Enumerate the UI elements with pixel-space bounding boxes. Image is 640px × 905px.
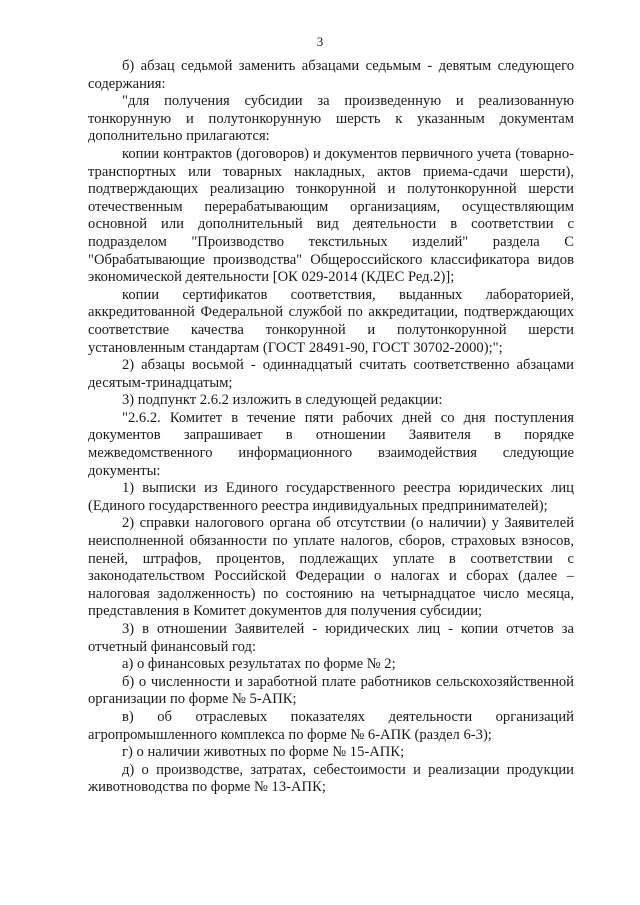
paragraph-9: 2) справки налогового органа об отсутствии (о наличии) у Заявителей неисполненной обязанности по уплате налогов, сборов, страховых взносов, пеней, штрафов, процентов, подлежащих уплате в соответствии с законодательством Российской Федерации о налогах и сборах (далее – налоговая задолженность) по состоянию на четырнадцатое число месяца, представления в Комитет документов для получения субсидии; xyxy=(88,515,574,620)
paragraph-1: б) абзац седьмой заменить абзацами седьмым - девятым следующего содержания: xyxy=(88,58,574,92)
paragraph-3: копии контрактов (договоров) и документов первичного учета (товарно-транспортных или товарных накладных, актов приема-сдачи шерсти), подтверждающих реализацию тонкорунной и полутонкорунной шерсти отечественным перерабатывающим организациям, осуществляющим основной или дополнительный вид деятельности в соответствии с подразделом "Производство текстильных изделий" раздела С "Обрабатывающие производства" Общероссийского классификатора видов экономической деятельности [ОК 029-2014 (КДЕС Ред.2)]; xyxy=(88,145,574,286)
paragraph-10: 3) в отношении Заявителей - юридических лиц - копии отчетов за отчетный финансовый год: xyxy=(88,621,574,655)
paragraph-6: 3) подпункт 2.6.2 изложить в следующей редакции: xyxy=(122,392,443,409)
paragraph-11: а) о финансовых результатах по форме № 2; xyxy=(122,656,396,673)
document-body xyxy=(88,58,574,797)
paragraph-13: в) об отраслевых показателях деятельности организаций агропромышленного комплекса по форме № 6-АПК (раздел 6-3); xyxy=(88,708,574,743)
page-number: 3 xyxy=(316,34,324,49)
paragraph-12: б) о численности и заработной плате работников сельскохозяйственной организации по форме № 5-АПК; xyxy=(88,673,574,708)
paragraph-4: копии сертификатов соответствия, выданных лабораторией, аккредитованной Федеральной службой по аккредитации, подтверждающих соответствие качества тонкорунной и полутонкорунной шерсти установленным стандартам (ГОСТ 28491-90, ГОСТ 30702-2000);"; xyxy=(88,286,574,356)
paragraph-14: г) о наличии животных по форме № 15-АПК; xyxy=(122,744,405,761)
paragraph-5: 2) абзацы восьмой - одиннадцатый считать соответственно абзацами десятым-тринадцатым; xyxy=(88,357,574,391)
paragraph-2: "для получения субсидии за произведенную и реализованную тонкорунную и полутонкорунную шерсть к указанным документам дополнительно прилагаются: xyxy=(88,93,574,145)
paragraph-7: "2.6.2. Комитет в течение пяти рабочих дней со дня поступления документов запрашивает в отношении Заявителя в порядке межведомственного информационного взаимодействия следующие документы: xyxy=(88,409,574,479)
paragraph-15: д) о производстве, затратах, себестоимости и реализации продукции животноводства по форме № 13-АПК; xyxy=(88,761,574,796)
paragraph-8: 1) выписки из Единого государственного реестра юридических лиц (Единого государственного реестра индивидуальных предпринимателей); xyxy=(88,480,574,514)
